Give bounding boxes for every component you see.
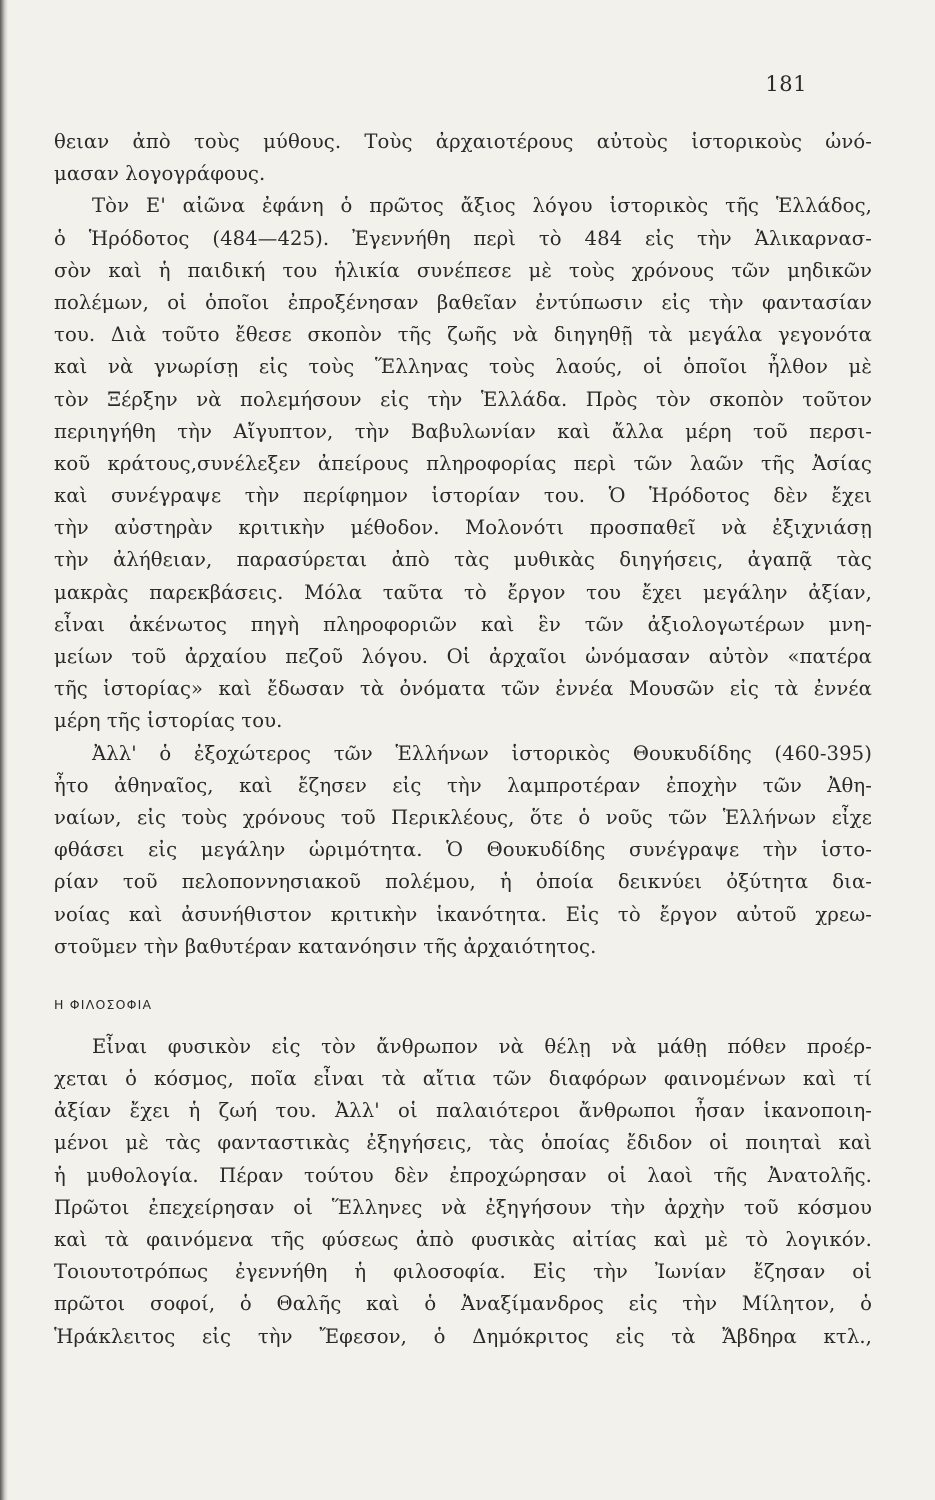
- text-line: χεται ὁ κόσμος, ποῖα εἶναι τὰ αἴτια τῶν διαφόρων φαινομένων καὶ τί: [54, 1067, 872, 1091]
- text-line: κοῦ κράτους,συνέλεξεν ἀπείρους πληροφορίας περὶ τῶν λαῶν τῆς Ἀσίας: [54, 451, 872, 475]
- text-line: πρῶτοι σοφοί, ὁ Θαλῆς καὶ ὁ Ἀναξίμανδρος εἰς τὴν Μίλητον, ὁ: [54, 1292, 872, 1316]
- section-heading: Η ΦΙΛΟΣΟΦΙΑ: [54, 996, 153, 1012]
- paragraph-thucydides: [54, 738, 872, 963]
- text-line: Πρῶτοι ἐπεχείρησαν οἱ Ἕλληνες νὰ ἐξηγήσουν τὴν ἀρχὴν τοῦ κόσμου: [54, 1195, 872, 1219]
- text-line: μακρὰς παρεκβάσεις. Μόλα ταῦτα τὸ ἔργον του ἔχει μεγάλην ἀξίαν,: [54, 580, 872, 604]
- page-text: [54, 126, 872, 1353]
- text-line: καὶ συνέγραψε τὴν περίφημον ἱστορίαν του. Ὁ Ἡρόδοτος δὲν ἔχει: [54, 484, 872, 508]
- text-line: τῆς ἱστορίας» καὶ ἔδωσαν τὰ ὀνόματα τῶν ἐννέα Μουσῶν εἰς τὰ ἐννέα: [54, 677, 872, 701]
- text-line: Τὸν Ε' αἰῶνα ἐφάνη ὁ πρῶτος ἄξιος λόγου ἱστορικὸς τῆς Ἑλλάδος,: [92, 194, 872, 218]
- text-line: του. Διὰ τοῦτο ἔθεσε σκοπὸν τῆς ζωῆς νὰ διηγηθῇ τὰ μεγάλα γεγονότα: [54, 323, 872, 347]
- text-line: Τοιουτοτρόπως ἐγεννήθη ἡ φιλοσοφία. Εἰς τὴν Ἰωνίαν ἔζησαν οἱ: [54, 1260, 872, 1284]
- text-line: μένοι μὲ τὰς φανταστικὰς ἐξηγήσεις, τὰς ὁποίας ἔδιδον οἱ ποιηταὶ καὶ: [54, 1131, 872, 1155]
- paragraph-intro: [54, 126, 872, 190]
- text-line: ναίων, εἰς τοὺς χρόνους τοῦ Περικλέους, ὅτε ὁ νοῦς τῶν Ἑλλήνων εἶχε: [54, 805, 872, 829]
- paragraph-herodotus: [54, 190, 872, 737]
- text-line: μασαν λογογράφους.: [54, 162, 266, 186]
- paragraph-philosophy: [54, 1031, 872, 1353]
- text-line: ἡ μυθολογία. Πέραν τούτου δὲν ἐπροχώρησαν οἱ λαοὶ τῆς Ἀνατολῆς.: [54, 1163, 872, 1187]
- text-line: νοίας καὶ ἀσυνήθιστον κριτικὴν ἱκανότητα. Εἰς τὸ ἔργον αὐτοῦ χρεω-: [54, 902, 872, 926]
- text-line: περιηγήθη τὴν Αἴγυπτον, τὴν Βαβυλωνίαν καὶ ἄλλα μέρη τοῦ περσι-: [54, 419, 872, 443]
- text-line: τὸν Ξέρξην νὰ πολεμήσουν εἰς τὴν Ἑλλάδα. Πρὸς τὸν σκοπὸν τοῦτον: [54, 387, 872, 411]
- text-line: Ἡράκλειτος εἰς τὴν Ἔφεσον, ὁ Δημόκριτος εἰς τὰ Ἄβδηρα κτλ.,: [54, 1324, 872, 1348]
- page-number: 181: [765, 72, 807, 96]
- text-line: Εἶναι φυσικὸν εἰς τὸν ἄνθρωπον νὰ θέλῃ νὰ μάθῃ πόθεν προέρ-: [92, 1034, 872, 1058]
- text-line: ἀξίαν ἔχει ἡ ζωή του. Ἀλλ' οἱ παλαιότεροι ἄνθρωποι ἦσαν ἱκανοποιη-: [54, 1099, 872, 1123]
- text-line: πολέμων, οἱ ὁποῖοι ἐπροξένησαν βαθεῖαν ἐντύπωσιν εἰς τὴν φαντασίαν: [54, 290, 872, 314]
- text-line: ἦτο ἀθηναῖος, καὶ ἔζησεν εἰς τὴν λαμπροτέραν ἐποχὴν τῶν Ἀθη-: [54, 773, 872, 797]
- text-line: ὁ Ἡρόδοτος (484—425). Ἐγεννήθη περὶ τὸ 484 εἰς τὴν Ἁλικαρνασ-: [54, 226, 872, 250]
- text-line: μέρη τῆς ἱστορίας του.: [54, 709, 283, 733]
- text-line: ρίαν τοῦ πελοποννησιακοῦ πολέμου, ἡ ὁποία δεικνύει ὀξύτητα δια-: [54, 870, 872, 894]
- text-line: εἶναι ἀκένωτος πηγὴ πληροφοριῶν καὶ ἓν τῶν ἀξιολογωτέρων μνη-: [54, 612, 872, 636]
- text-line: Ἀλλ' ὁ ἐξοχώτερος τῶν Ἑλλήνων ἱστορικὸς Θουκυδίδης (460-395): [92, 741, 872, 765]
- text-line: θειαν ἀπὸ τοὺς μύθους. Τοὺς ἀρχαιοτέρους αὐτοὺς ἱστορικοὺς ὠνό-: [54, 130, 872, 153]
- text-line: τὴν ἀλήθειαν, παρασύρεται ἀπὸ τὰς μυθικὰς διηγήσεις, ἀγαπᾷ τὰς: [54, 548, 872, 572]
- text-line: μείων τοῦ ἀρχαίου πεζοῦ λόγου. Οἱ ἀρχαῖοι ὠνόμασαν αὐτὸν «πατέρα: [54, 645, 872, 668]
- text-line: σὸν καὶ ἡ παιδική του ἡλικία συνέπεσε μὲ τοὺς χρόνους τῶν μηδικῶν: [54, 258, 872, 282]
- text-line: καὶ νὰ γνωρίσῃ εἰς τοὺς Ἕλληνας τοὺς λαούς, οἱ ὁποῖοι ἦλθον μὲ: [54, 355, 872, 379]
- page-edge-shadow: [0, 0, 8, 1500]
- text-line: φθάσει εἰς μεγάλην ὡριμότητα. Ὁ Θουκυδίδης συνέγραψε τὴν ἱστο-: [54, 838, 872, 862]
- text-line: στοῦμεν τὴν βαθυτέραν κατανόησιν τῆς ἀρχαιότητος.: [54, 934, 597, 958]
- text-line: καὶ τὰ φαινόμενα τῆς φύσεως ἀπὸ φυσικὰς αἰτίας καὶ μὲ τὸ λογικόν.: [54, 1228, 872, 1251]
- text-line: τὴν αὐστηρὰν κριτικὴν μέθοδον. Μολονότι προσπαθεῖ νὰ ἐξιχνιάσῃ: [54, 516, 872, 540]
